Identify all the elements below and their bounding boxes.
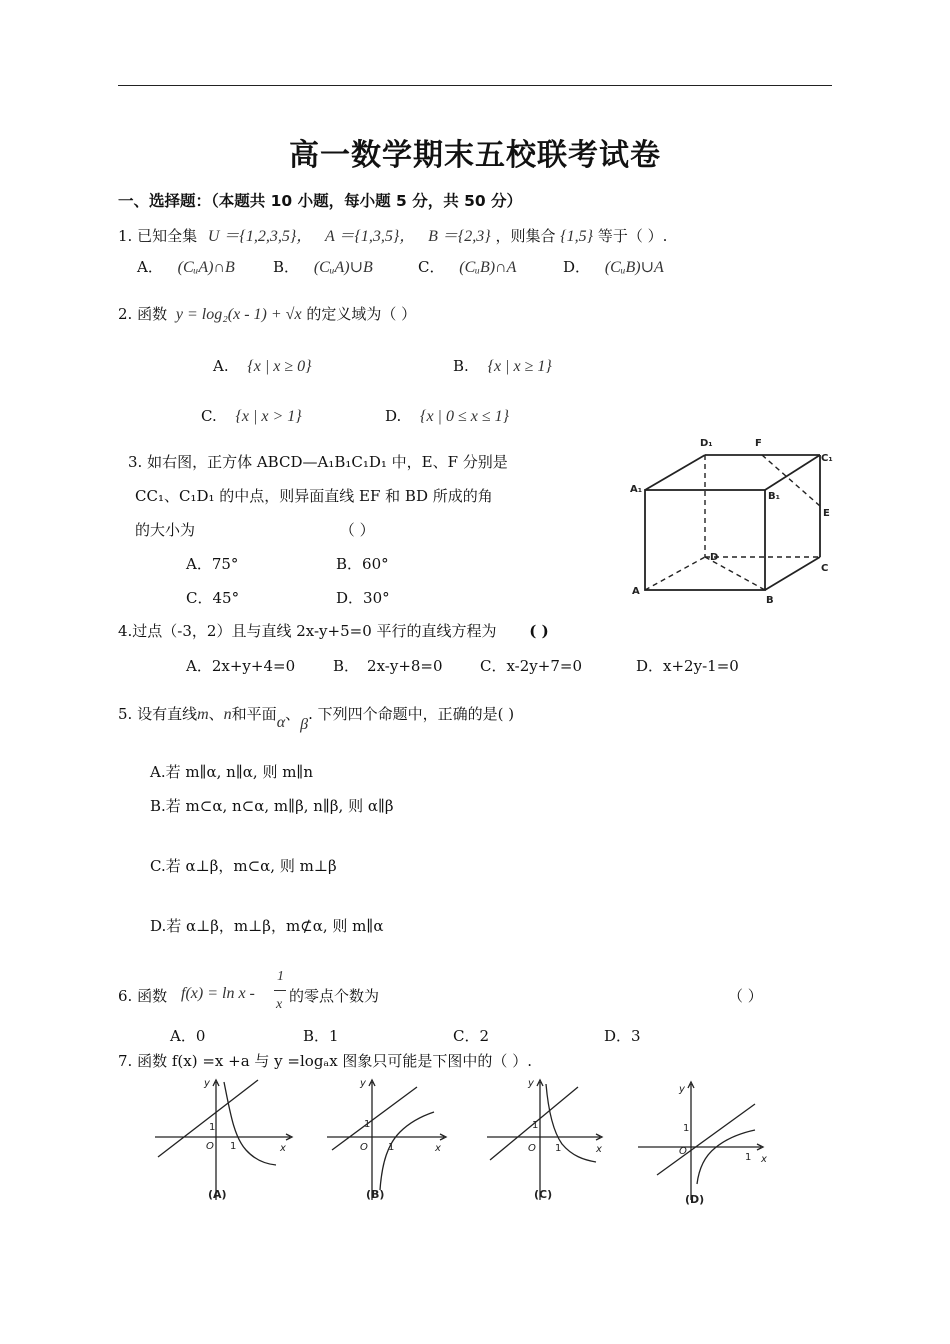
option-value: 45° — [212, 589, 240, 607]
cube-label-d1: D₁ — [700, 438, 713, 449]
axis-label-x: x — [435, 1143, 441, 1154]
option-expr: (CᵤB)∪A — [604, 259, 664, 276]
q2-option-a — [213, 357, 312, 376]
q2-stem-suffix: 的定义域为（ ） — [306, 305, 417, 323]
q3-line-2: CC₁、C₁D₁ 的中点，则异面直线 EF 和 BD 所成的角 — [135, 487, 493, 505]
q2-option-d — [385, 407, 509, 426]
q1-option-b — [273, 256, 373, 277]
q7-stem: 7. 函数 f(x) =x +a 与 y =logₐx 图象只可能是下图中的（ ）. — [118, 1052, 532, 1070]
option-expr: {x | 0 ≤ x ≤ 1} — [420, 408, 510, 425]
option-label: A． — [170, 1027, 196, 1045]
header-rule — [118, 85, 832, 86]
option-value: 3 — [631, 1027, 641, 1045]
origin-label: O — [206, 1141, 214, 1152]
tick-label-1: 1 — [745, 1152, 752, 1163]
page-title: 高一数学期末五校联考试卷 — [289, 138, 661, 173]
axis-label-x: x — [596, 1144, 602, 1155]
option-label: D． — [563, 258, 591, 276]
tick-label-1: 1 — [209, 1122, 216, 1133]
q1-stem-mid: ，则集合 — [495, 227, 556, 245]
option-expr: {x | x ≥ 1} — [487, 358, 552, 375]
q3-option-b — [336, 553, 389, 574]
q5-option-b: B.若 m⊂α, n⊂α, m∥β, n∥β, 则 α∥β — [150, 797, 394, 815]
q4-option-d — [636, 655, 739, 676]
axis-label-x: x — [761, 1154, 767, 1165]
option-label: A． — [186, 555, 212, 573]
tick-label-1: 1 — [683, 1123, 690, 1134]
q6-function: f(x) = ln x - — [181, 985, 255, 1002]
graph-c-caption: (C) — [534, 1188, 553, 1201]
q1-set-a: A ＝{1,3,5}， — [325, 228, 416, 245]
option-value: 60° — [362, 555, 389, 573]
axis-label-y: y — [204, 1078, 210, 1089]
q4-option-b — [333, 655, 443, 676]
q3-option-c — [186, 587, 239, 608]
option-expr: {x | x > 1} — [235, 408, 302, 425]
tick-label-1: 1 — [532, 1120, 539, 1131]
tick-label-1: 1 — [230, 1141, 237, 1152]
cube-label-a: A — [632, 586, 640, 597]
option-value: 0 — [195, 1027, 206, 1045]
q6-frac-numerator: 1 — [277, 969, 284, 984]
origin-label: O — [360, 1142, 368, 1153]
option-value: 2x-y+8=0 — [367, 657, 443, 675]
q1-stem-prefix: 1. 已知全集 — [118, 227, 198, 245]
option-label: A. — [213, 357, 229, 375]
origin-label: O — [679, 1146, 687, 1157]
option-label: B． — [303, 1027, 330, 1045]
q1-stem-suffix: 等于（ ）. — [597, 227, 668, 245]
q6-option-a — [170, 1025, 205, 1046]
q4-option-c — [480, 655, 582, 676]
q5-stem-a: 5. 设有直线 — [118, 705, 198, 723]
q1-set-u: U ＝{1,2,3,5}， — [207, 228, 313, 245]
q3-option-a — [186, 553, 238, 574]
option-value: x+2y-1=0 — [663, 657, 739, 675]
option-value: 75° — [211, 555, 239, 573]
q1-option-d — [563, 256, 664, 277]
q4-option-a — [186, 655, 295, 676]
axis-label-y: y — [360, 1078, 366, 1089]
cube-label-c1: C₁ — [821, 453, 833, 464]
q5-var-beta: β — [300, 716, 309, 733]
q4-stem: 4.过点（-3，2）且与直线 2x-y+5=0 平行的直线方程为 — [118, 622, 497, 640]
q1-set-b: B ＝{2,3} — [428, 228, 491, 245]
option-label: C． — [186, 589, 213, 607]
q1-target-set: {1,5} — [560, 228, 594, 245]
option-label: B． — [273, 258, 300, 276]
q6-stem-prefix: 6. 函数 — [118, 987, 168, 1005]
q5-var-m: m — [197, 706, 209, 723]
q5-stem-d: 、 — [285, 705, 301, 723]
q5-option-c: C.若 α⊥β，m⊂α, 则 m⊥β — [150, 857, 337, 875]
tick-label-1: 1 — [555, 1143, 562, 1154]
cube-diagram — [600, 432, 840, 607]
graph-c-curve — [546, 1084, 596, 1162]
option-label: D． — [604, 1027, 632, 1045]
graph-d-line — [657, 1104, 755, 1175]
q5-var-n: n — [223, 706, 232, 723]
cube-label-c: C — [821, 563, 829, 574]
graph-d — [633, 1072, 783, 1212]
q6-frac-bar — [274, 990, 286, 991]
graph-b — [322, 1072, 472, 1207]
q5-var-alpha: α — [276, 714, 286, 731]
q1-option-a — [137, 256, 235, 277]
q6-paren: （ ） — [728, 987, 763, 1005]
q3-line-3: 的大小为 — [135, 521, 196, 539]
q6-option-b — [303, 1025, 339, 1046]
q6-option-d — [604, 1025, 641, 1046]
cube-label-e: E — [823, 508, 830, 519]
option-value: 30° — [363, 589, 390, 607]
q2-option-b — [453, 357, 552, 376]
q3-option-d — [336, 587, 390, 608]
option-label: C． — [418, 258, 445, 276]
tick-label-1: 1 — [388, 1142, 395, 1153]
q6-option-c — [453, 1025, 489, 1046]
q5-stem-e: . 下列四个命题中，正确的是( ) — [308, 705, 515, 723]
option-label: B. — [453, 357, 469, 375]
option-label: C． — [480, 657, 507, 675]
q4-paren: ( ) — [529, 622, 549, 640]
q6-frac-denominator: x — [276, 997, 283, 1012]
option-label: A． — [186, 657, 212, 675]
origin-label: O — [528, 1143, 536, 1154]
cube-label-a1: A₁ — [630, 484, 643, 495]
option-expr: (CᵤA)∪B — [313, 259, 373, 276]
section-heading: 一、选择题：（本题共 10 小题，每小题 5 分，共 50 分） — [118, 192, 523, 210]
option-value: 2 — [479, 1027, 490, 1045]
axis-label-x: x — [280, 1143, 286, 1154]
option-label: D. — [385, 407, 402, 425]
q6-stem-suffix: 的零点个数为 — [289, 987, 380, 1005]
q5-option-d: D.若 α⊥β，m⊥β，m⊄α, 则 m∥α — [150, 917, 384, 935]
graph-d-caption: (D) — [685, 1193, 705, 1206]
q2-stem-prefix: 2. 函数 — [118, 305, 168, 323]
graph-b-line — [332, 1087, 417, 1150]
option-expr: {x | x ≥ 0} — [247, 358, 312, 375]
q5-option-a: A.若 m∥α, n∥α, 则 m∥n — [150, 763, 314, 781]
cube-label-b: B — [766, 595, 774, 606]
graph-a — [150, 1072, 300, 1207]
cube-label-b1: B₁ — [768, 491, 781, 502]
option-value: 1 — [329, 1027, 339, 1045]
graph-c — [482, 1072, 622, 1207]
option-expr: (CᵤA)∩B — [177, 259, 235, 276]
option-label: B． — [333, 657, 360, 675]
graph-a-caption: (A) — [208, 1188, 227, 1201]
cube-label-f: F — [755, 438, 762, 449]
graph-a-curve — [224, 1082, 276, 1165]
option-value: 2x+y+4=0 — [211, 657, 296, 675]
q5-stem-b: 、 — [208, 705, 224, 723]
q2-function: y = log₂(x - 1) + √x — [175, 306, 302, 323]
q5-stem-c: 和平面 — [231, 705, 277, 723]
q3-line-1: 3. 如右图，正方体 ABCD—A₁B₁C₁D₁ 中，E、F 分别是 — [128, 453, 508, 471]
option-label: C. — [201, 407, 217, 425]
option-label: A． — [137, 258, 163, 276]
axis-label-y: y — [679, 1084, 685, 1095]
option-label: B． — [336, 555, 363, 573]
graph-b-caption: (B) — [366, 1188, 385, 1201]
option-expr: (CᵤB)∩A — [459, 259, 517, 276]
option-label: C． — [453, 1027, 480, 1045]
q2-option-c — [201, 407, 302, 426]
option-label: D． — [636, 657, 664, 675]
option-label: D． — [336, 589, 364, 607]
option-value: x-2y+7=0 — [506, 657, 582, 675]
tick-label-1: 1 — [364, 1119, 371, 1130]
axis-label-y: y — [528, 1078, 534, 1089]
q3-paren: （ ） — [339, 521, 375, 539]
q1-option-c — [418, 256, 516, 277]
cube-label-d: D — [710, 552, 719, 563]
